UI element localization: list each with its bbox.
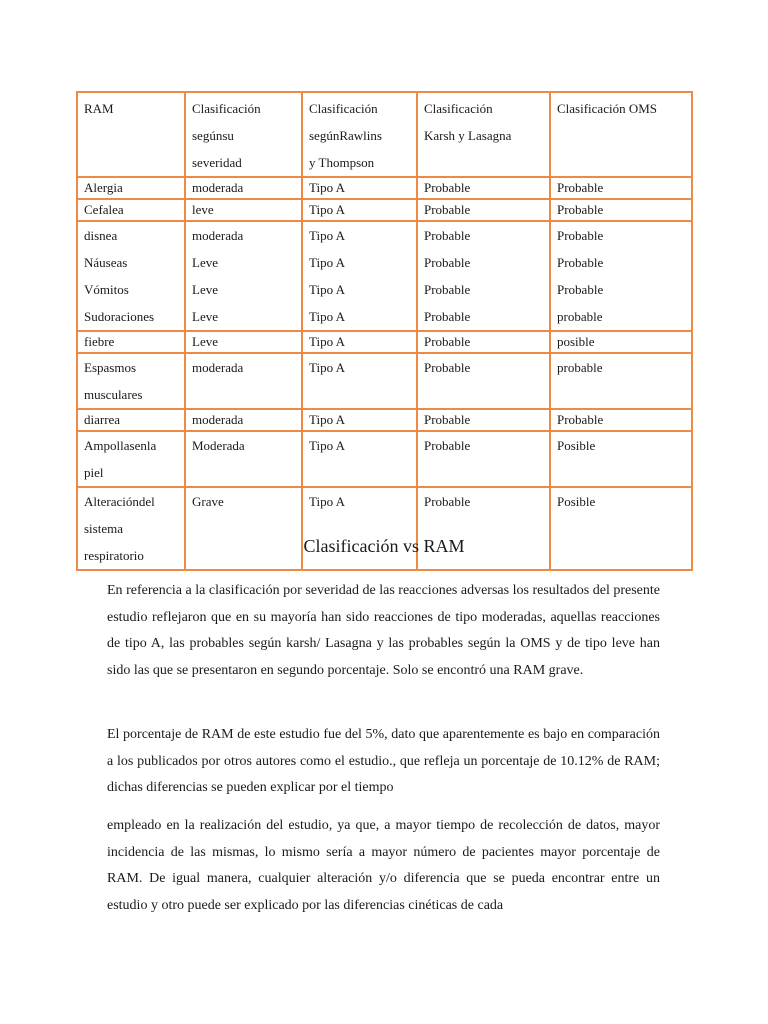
table-cell-line: Espasmos: [84, 360, 136, 375]
table-cell-line: probable: [557, 360, 603, 375]
table-row: [77, 221, 692, 331]
header-cell-line: severidad: [192, 155, 242, 170]
table-cell: [185, 487, 302, 570]
header-cell: [302, 92, 417, 177]
table-cell-line: Probable: [424, 334, 471, 349]
header-cell-line: Clasificación: [424, 101, 493, 116]
table-cell-line: Probable: [557, 202, 604, 217]
table-cell-line: Tipo A: [309, 360, 346, 375]
paragraph-3: empleado en la realización del estudio, ya que, a mayor tiempo de recolección de datos, mayor incidencia de las mismas, lo mismo sería a mayor número de pacientes mayor porcentaje de RAM. De igual manera, cualquier alteración y/o diferencia que se pueda encontrar entre un estudio y otro puede ser explicado por las diferencias cinéticas de cada: [107, 818, 660, 913]
header-cell-line: Karsh y Lasagna: [424, 128, 512, 143]
header-cell-line: Clasificación: [309, 101, 378, 116]
table-cell: [417, 353, 550, 409]
table-cell-line: Leve: [192, 255, 218, 270]
table-cell-line: Tipo A: [309, 412, 346, 427]
table-cell-line: moderada: [192, 360, 244, 375]
table-cell: [550, 353, 692, 409]
table-cell-line: disnea: [84, 228, 118, 243]
header-cell: [185, 92, 302, 177]
table-cell: [185, 199, 302, 221]
table-cell-line: respiratorio: [84, 548, 144, 563]
table-cell-line: Posible: [557, 494, 596, 509]
table-row: [77, 487, 692, 570]
table-cell-line: sistema: [84, 521, 123, 536]
table-row: [77, 409, 692, 431]
table-cell-line: Probable: [557, 228, 604, 243]
table-cell-line: Moderada: [192, 438, 245, 453]
table-cell: [302, 487, 417, 570]
table-row: [77, 331, 692, 353]
table-cell-line: Tipo A: [309, 334, 346, 349]
table-cell: [550, 431, 692, 487]
table-cell-line: moderada: [192, 228, 244, 243]
header-cell-line: RAM: [84, 101, 114, 116]
table-cell: [185, 221, 302, 331]
table-cell: [417, 199, 550, 221]
table-cell-line: Sudoraciones: [84, 309, 155, 324]
table-cell-line: Probable: [557, 412, 604, 427]
table-cell-line: moderada: [192, 412, 244, 427]
table-cell-line: Tipo A: [309, 202, 346, 217]
table-cell: [550, 487, 692, 570]
table-cell: [417, 331, 550, 353]
paragraph-2: El porcentaje de RAM de este estudio fue del 5%, dato que aparentemente es bajo en comparación a los publicados por otros autores como el estudio., que refleja un porcentaje de 10.12% de RAM; dichas diferencias se pueden explicar por el tiempo: [107, 727, 660, 795]
table-cell: [302, 221, 417, 331]
table-cell: [417, 431, 550, 487]
table-cell: [77, 487, 185, 570]
table-cell-line: Cefalea: [84, 202, 124, 217]
table-cell-line: Tipo A: [309, 309, 346, 324]
header-cell: [550, 92, 692, 177]
table-cell-line: Leve: [192, 334, 218, 349]
table-cell-line: moderada: [192, 180, 244, 195]
table-cell: [550, 177, 692, 199]
table-cell-line: Probable: [424, 228, 471, 243]
table-cell-line: Probable: [424, 494, 471, 509]
table-cell-line: diarrea: [84, 412, 121, 427]
table-cell-line: Tipo A: [309, 180, 346, 195]
table-cell-line: Probable: [424, 180, 471, 195]
table-cell-line: probable: [557, 309, 603, 324]
table-cell: [77, 409, 185, 431]
table-cell-line: Probable: [557, 180, 604, 195]
table-cell-line: Probable: [424, 282, 471, 297]
table-cell-line: musculares: [84, 387, 143, 402]
table-cell-line: Tipo A: [309, 255, 346, 270]
table-caption: Clasificación vs RAM: [303, 536, 465, 556]
table-cell-line: Tipo A: [309, 282, 346, 297]
table-cell-line: Probable: [424, 309, 471, 324]
table-cell: [302, 431, 417, 487]
table-cell-line: Probable: [424, 360, 471, 375]
header-cell-line: segúnRawlins: [309, 128, 382, 143]
table-cell: [417, 221, 550, 331]
table-cell: [417, 487, 550, 570]
table-cell: [302, 199, 417, 221]
table-cell: [417, 177, 550, 199]
table-cell: [77, 431, 185, 487]
table-cell: [77, 199, 185, 221]
table-cell: [77, 353, 185, 409]
table-cell: [302, 177, 417, 199]
table-cell: [550, 199, 692, 221]
header-cell-line: y Thompson: [309, 155, 375, 170]
table-cell: [550, 221, 692, 331]
table-row: [77, 353, 692, 409]
table-cell-line: Náuseas: [84, 255, 128, 270]
header-cell-line: segúnsu: [192, 128, 234, 143]
table-cell-line: Tipo A: [309, 228, 346, 243]
table-cell-line: Alteracióndel: [84, 494, 155, 509]
table-cell-line: Probable: [424, 255, 471, 270]
table-cell: [77, 331, 185, 353]
table-cell-line: Probable: [557, 282, 604, 297]
table-cell-line: piel: [84, 465, 104, 480]
table-header-row: [77, 92, 692, 177]
table-cell-line: Tipo A: [309, 438, 346, 453]
table-cell: [77, 177, 185, 199]
table-cell: [302, 409, 417, 431]
table-cell-line: Ampollasenla: [84, 438, 157, 453]
table-cell-line: Posible: [557, 438, 596, 453]
table-cell: [302, 331, 417, 353]
table-cell-line: leve: [192, 202, 214, 217]
table-row: [77, 199, 692, 221]
header-cell: [417, 92, 550, 177]
table-cell-line: Vómitos: [84, 282, 129, 297]
table-cell: [185, 409, 302, 431]
table-cell: [417, 409, 550, 431]
table-cell-line: Alergia: [84, 180, 123, 195]
table-cell-line: Tipo A: [309, 494, 346, 509]
table-cell: [185, 331, 302, 353]
table-cell-line: Probable: [424, 438, 471, 453]
table-row: [77, 431, 692, 487]
table-cell-line: fiebre: [84, 334, 115, 349]
header-cell-line: Clasificación: [192, 101, 261, 116]
table-cell: [185, 431, 302, 487]
header-cell-line: Clasificación OMS: [557, 101, 658, 116]
table-cell-line: Leve: [192, 282, 218, 297]
table-cell: [550, 331, 692, 353]
table-cell-line: Probable: [557, 255, 604, 270]
table-cell-line: posible: [557, 334, 595, 349]
table-cell-line: Leve: [192, 309, 218, 324]
table-cell-line: Probable: [424, 412, 471, 427]
table-cell-line: Grave: [192, 494, 224, 509]
table-cell-line: Probable: [424, 202, 471, 217]
header-cell: [77, 92, 185, 177]
table-cell: [77, 221, 185, 331]
table-cell: [302, 353, 417, 409]
ram-classification-table: [76, 91, 693, 571]
table-cell: [550, 409, 692, 431]
table-cell: [185, 353, 302, 409]
table-row: [77, 177, 692, 199]
table-cell: [185, 177, 302, 199]
paragraph-1: En referencia a la clasificación por severidad de las reacciones adversas los resultados del presente estudio reflejaron que en su mayoría han sido reacciones de tipo moderadas, aquellas reacciones de tipo A, las probables según karsh/ Lasagna y las probables según la OMS y de tipo leve han sido las que se presentaron en segundo porcentaje. Solo se encontró una RAM grave.: [107, 583, 660, 678]
